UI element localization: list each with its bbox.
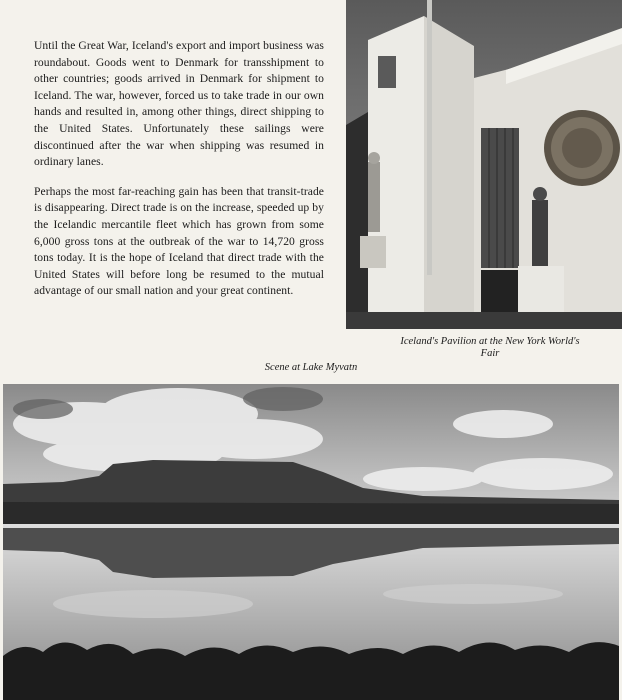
- pavilion-photo: [346, 0, 622, 329]
- lake-caption: Scene at Lake Myvatn: [264, 362, 358, 373]
- paragraph-trade-history: Until the Great War, Iceland's export and import business was roundabout. Goods went to Denmark for transshipment to other countries; goods arrived in Denmark for shipment to Iceland. The war, however, forced us to take trade in our own hands and resulted in, among other things, direct shipping to the United States. Unfortunately these sailings were discontinued after the war when shipping was resumed in ordinary lanes.: [34, 39, 324, 169]
- lake-myvatn-photo: [3, 384, 619, 700]
- paragraph-direct-trade: Perhaps the most far-reaching gain has been that transit-trade is disappearing. Direct trade is on the increase, speeded up by the Icelandic mercantile fleet which has grown from some 6,000 gross tons at the outbreak of the war to 14,720 gross tons today. It is the hope of Iceland that direct trade with the United States will before long be resumed to the mutual advantage of our small nation and your great continent.: [34, 184, 324, 298]
- pavilion-caption: Iceland's Pavilion at the New York World's Fair: [400, 336, 580, 359]
- article-body: [34, 38, 324, 313]
